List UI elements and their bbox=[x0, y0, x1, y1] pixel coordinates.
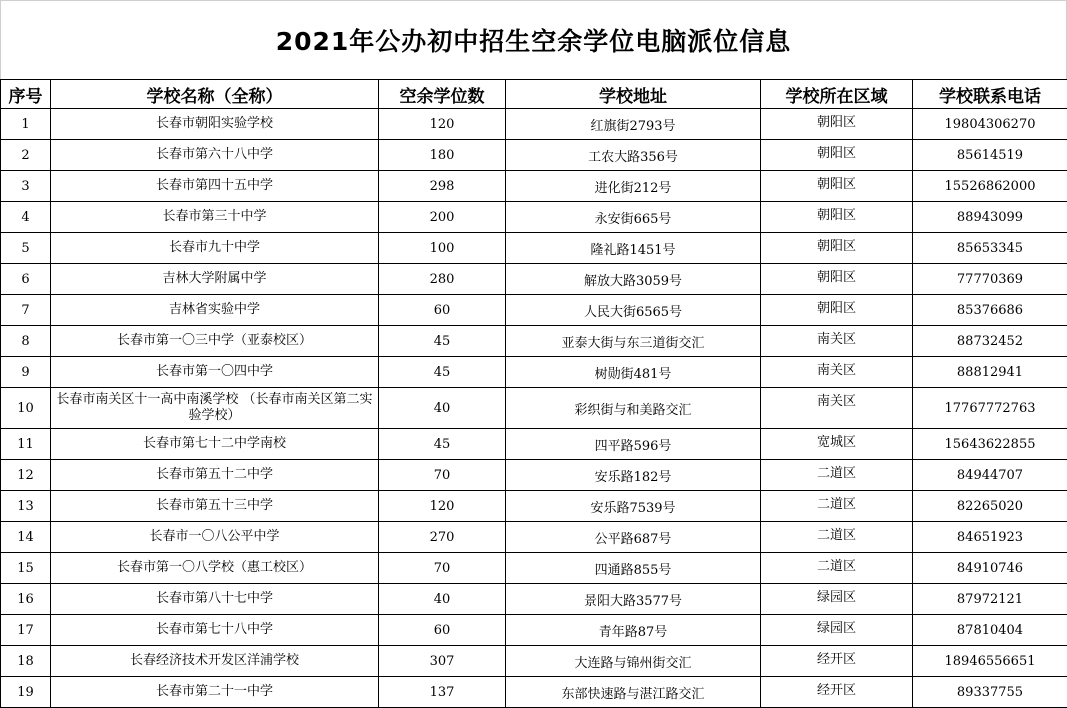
cell-phone: 84910746 bbox=[913, 553, 1067, 584]
cell-seats: 45 bbox=[379, 357, 506, 388]
cell-district: 朝阳区 bbox=[761, 140, 913, 171]
cell-no: 7 bbox=[1, 295, 51, 326]
cell-address: 亚泰大街与东三道街交汇 bbox=[506, 326, 761, 357]
cell-no: 9 bbox=[1, 357, 51, 388]
header-seats: 空余学位数 bbox=[379, 80, 506, 109]
cell-phone: 85614519 bbox=[913, 140, 1067, 171]
cell-address: 公平路687号 bbox=[506, 522, 761, 553]
table-row bbox=[1, 615, 1067, 646]
cell-seats: 307 bbox=[379, 646, 506, 677]
cell-no: 10 bbox=[1, 388, 51, 429]
cell-phone: 82265020 bbox=[913, 491, 1067, 522]
cell-seats: 70 bbox=[379, 460, 506, 491]
cell-phone: 15526862000 bbox=[913, 171, 1067, 202]
cell-address: 人民大街6565号 bbox=[506, 295, 761, 326]
cell-name: 长春市南关区十一高中南溪学校 （长春市南关区第二实验学校） bbox=[51, 388, 379, 429]
cell-seats: 270 bbox=[379, 522, 506, 553]
cell-district: 绿园区 bbox=[761, 584, 913, 615]
cell-address: 安乐路182号 bbox=[506, 460, 761, 491]
cell-phone: 85653345 bbox=[913, 233, 1067, 264]
cell-phone: 88943099 bbox=[913, 202, 1067, 233]
table-row bbox=[1, 326, 1067, 357]
cell-seats: 40 bbox=[379, 584, 506, 615]
cell-district: 朝阳区 bbox=[761, 202, 913, 233]
header-no: 序号 bbox=[1, 80, 51, 109]
cell-seats: 60 bbox=[379, 295, 506, 326]
cell-address: 工农大路356号 bbox=[506, 140, 761, 171]
cell-seats: 298 bbox=[379, 171, 506, 202]
cell-name: 长春市朝阳实验学校 bbox=[51, 109, 379, 140]
cell-no: 3 bbox=[1, 171, 51, 202]
cell-district: 南关区 bbox=[761, 357, 913, 388]
cell-address: 解放大路3059号 bbox=[506, 264, 761, 295]
table-row bbox=[1, 264, 1067, 295]
cell-no: 15 bbox=[1, 553, 51, 584]
table-row bbox=[1, 553, 1067, 584]
header-name: 学校名称（全称） bbox=[51, 80, 379, 109]
cell-address: 隆礼路1451号 bbox=[506, 233, 761, 264]
cell-phone: 77770369 bbox=[913, 264, 1067, 295]
cell-phone: 87810404 bbox=[913, 615, 1067, 646]
cell-name: 吉林省实验中学 bbox=[51, 295, 379, 326]
cell-seats: 60 bbox=[379, 615, 506, 646]
header-address: 学校地址 bbox=[506, 80, 761, 109]
cell-address: 四平路596号 bbox=[506, 429, 761, 460]
cell-seats: 200 bbox=[379, 202, 506, 233]
cell-name: 长春市一〇八公平中学 bbox=[51, 522, 379, 553]
table-row bbox=[1, 109, 1067, 140]
cell-district: 绿园区 bbox=[761, 615, 913, 646]
table-row bbox=[1, 202, 1067, 233]
cell-phone: 84944707 bbox=[913, 460, 1067, 491]
cell-name: 长春市第七十二中学南校 bbox=[51, 429, 379, 460]
cell-no: 12 bbox=[1, 460, 51, 491]
table-row bbox=[1, 522, 1067, 553]
cell-district: 朝阳区 bbox=[761, 295, 913, 326]
header-district: 学校所在区域 bbox=[761, 80, 913, 109]
table-row bbox=[1, 140, 1067, 171]
table-row bbox=[1, 491, 1067, 522]
cell-district: 二道区 bbox=[761, 522, 913, 553]
cell-address: 进化街212号 bbox=[506, 171, 761, 202]
cell-no: 19 bbox=[1, 677, 51, 708]
schools-table bbox=[0, 79, 1067, 708]
cell-district: 南关区 bbox=[761, 388, 913, 429]
cell-seats: 100 bbox=[379, 233, 506, 264]
cell-district: 二道区 bbox=[761, 460, 913, 491]
cell-no: 1 bbox=[1, 109, 51, 140]
cell-no: 18 bbox=[1, 646, 51, 677]
cell-name: 长春市第二十一中学 bbox=[51, 677, 379, 708]
cell-seats: 45 bbox=[379, 326, 506, 357]
cell-no: 17 bbox=[1, 615, 51, 646]
cell-name: 长春市第一〇三中学（亚泰校区） bbox=[51, 326, 379, 357]
cell-no: 6 bbox=[1, 264, 51, 295]
cell-name: 长春市第五十二中学 bbox=[51, 460, 379, 491]
cell-district: 经开区 bbox=[761, 677, 913, 708]
sheet-title: 2021年公办初中招生空余学位电脑派位信息 bbox=[0, 0, 1067, 79]
cell-district: 经开区 bbox=[761, 646, 913, 677]
cell-phone: 87972121 bbox=[913, 584, 1067, 615]
cell-name: 长春市第六十八中学 bbox=[51, 140, 379, 171]
cell-phone: 15643622855 bbox=[913, 429, 1067, 460]
cell-name: 长春经济技术开发区洋浦学校 bbox=[51, 646, 379, 677]
cell-phone: 84651923 bbox=[913, 522, 1067, 553]
cell-name: 长春市第四十五中学 bbox=[51, 171, 379, 202]
cell-district: 朝阳区 bbox=[761, 264, 913, 295]
cell-phone: 17767772763 bbox=[913, 388, 1067, 429]
cell-address: 四通路855号 bbox=[506, 553, 761, 584]
header-row bbox=[1, 80, 1067, 109]
cell-seats: 137 bbox=[379, 677, 506, 708]
cell-address: 景阳大路3577号 bbox=[506, 584, 761, 615]
cell-address: 大连路与锦州街交汇 bbox=[506, 646, 761, 677]
cell-seats: 120 bbox=[379, 491, 506, 522]
cell-seats: 280 bbox=[379, 264, 506, 295]
table-row bbox=[1, 677, 1067, 708]
cell-name: 长春市第七十八中学 bbox=[51, 615, 379, 646]
cell-name: 长春市第三十中学 bbox=[51, 202, 379, 233]
table-row bbox=[1, 233, 1067, 264]
table-row bbox=[1, 388, 1067, 429]
cell-seats: 180 bbox=[379, 140, 506, 171]
header-phone: 学校联系电话 bbox=[913, 80, 1067, 109]
cell-name: 长春市第一〇八学校（惠工校区） bbox=[51, 553, 379, 584]
table-row bbox=[1, 295, 1067, 326]
cell-seats: 45 bbox=[379, 429, 506, 460]
cell-district: 二道区 bbox=[761, 491, 913, 522]
cell-seats: 70 bbox=[379, 553, 506, 584]
cell-district: 宽城区 bbox=[761, 429, 913, 460]
cell-district: 朝阳区 bbox=[761, 233, 913, 264]
cell-no: 2 bbox=[1, 140, 51, 171]
cell-address: 青年路87号 bbox=[506, 615, 761, 646]
cell-no: 11 bbox=[1, 429, 51, 460]
cell-phone: 18946556651 bbox=[913, 646, 1067, 677]
cell-phone: 88732452 bbox=[913, 326, 1067, 357]
cell-seats: 120 bbox=[379, 109, 506, 140]
cell-district: 朝阳区 bbox=[761, 171, 913, 202]
cell-name: 长春市第五十三中学 bbox=[51, 491, 379, 522]
cell-name: 长春市第一〇四中学 bbox=[51, 357, 379, 388]
cell-no: 16 bbox=[1, 584, 51, 615]
cell-address: 安乐路7539号 bbox=[506, 491, 761, 522]
cell-district: 二道区 bbox=[761, 553, 913, 584]
cell-address: 红旗街2793号 bbox=[506, 109, 761, 140]
cell-no: 4 bbox=[1, 202, 51, 233]
cell-phone: 88812941 bbox=[913, 357, 1067, 388]
cell-address: 东部快速路与湛江路交汇 bbox=[506, 677, 761, 708]
cell-name: 长春市九十中学 bbox=[51, 233, 379, 264]
cell-address: 彩织街与和美路交汇 bbox=[506, 388, 761, 429]
cell-name: 长春市第八十七中学 bbox=[51, 584, 379, 615]
table-row bbox=[1, 171, 1067, 202]
cell-district: 朝阳区 bbox=[761, 109, 913, 140]
cell-phone: 19804306270 bbox=[913, 109, 1067, 140]
cell-name: 吉林大学附属中学 bbox=[51, 264, 379, 295]
table-row bbox=[1, 584, 1067, 615]
table-row bbox=[1, 460, 1067, 491]
table-row bbox=[1, 357, 1067, 388]
cell-no: 5 bbox=[1, 233, 51, 264]
cell-no: 13 bbox=[1, 491, 51, 522]
cell-seats: 40 bbox=[379, 388, 506, 429]
table-row bbox=[1, 429, 1067, 460]
cell-district: 南关区 bbox=[761, 326, 913, 357]
cell-phone: 85376686 bbox=[913, 295, 1067, 326]
cell-address: 永安街665号 bbox=[506, 202, 761, 233]
cell-no: 14 bbox=[1, 522, 51, 553]
cell-phone: 89337755 bbox=[913, 677, 1067, 708]
cell-address: 树勋街481号 bbox=[506, 357, 761, 388]
cell-no: 8 bbox=[1, 326, 51, 357]
